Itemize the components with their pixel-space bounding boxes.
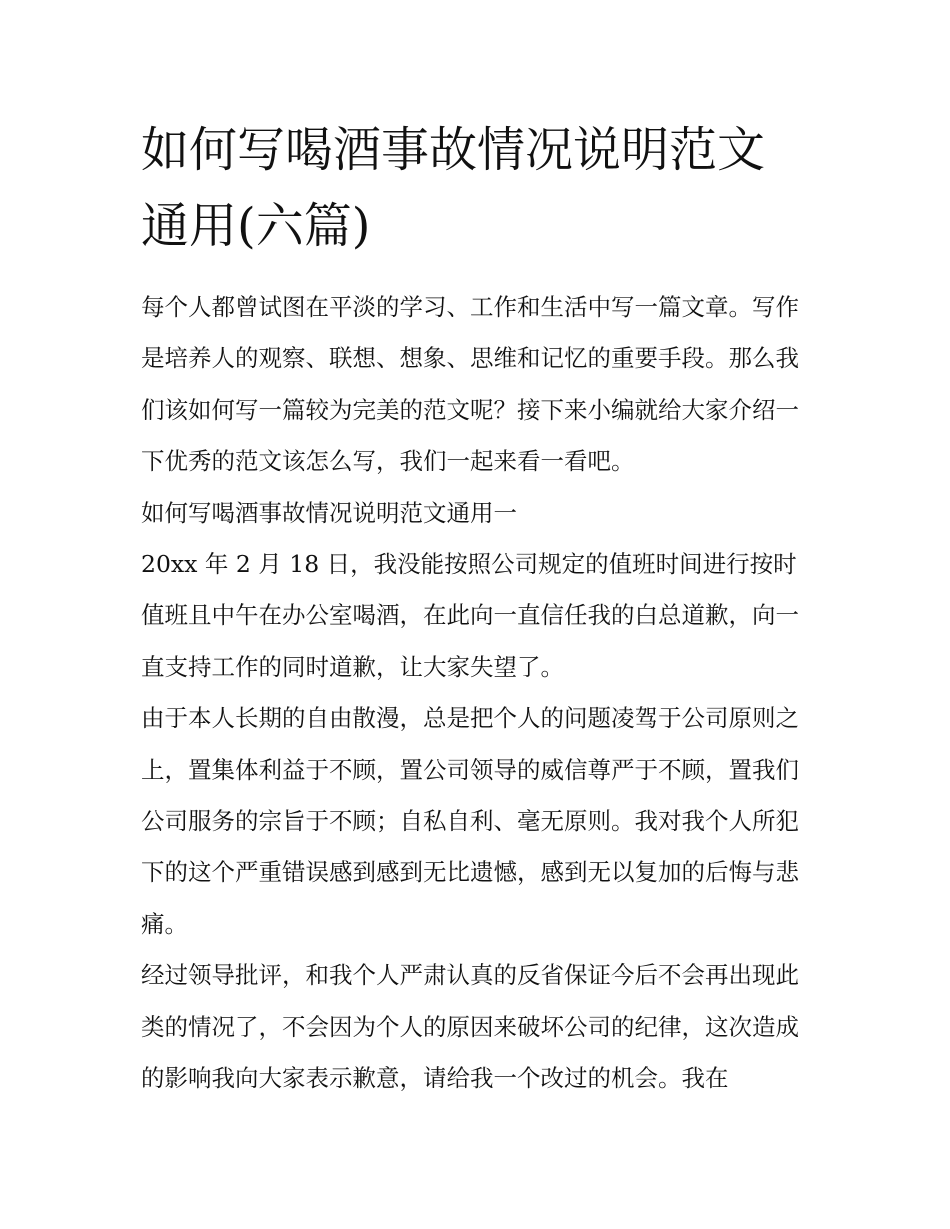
body-paragraph: 由于本人长期的自由散漫，总是把个人的问题凌驾于公司原则之上，置集体利益于不顾，置公司领导的威信尊严于不顾，置我们公司服务的宗旨于不顾；自私自利、毫无原则。我对我个人所犯下的这个严重错误感到感到无比遗憾，感到无以复加的后悔与悲痛。	[141, 704, 799, 938]
document-body	[141, 282, 811, 1105]
body-paragraph: 20xx 年 2 月 18 日，我没能按照公司规定的值班时间进行按时值班且中午在办公室喝酒，在此向一直信任我的白总道歉，向一直支持工作的同时道歉，让大家失望了。	[141, 550, 799, 681]
document-title	[141, 112, 811, 264]
section-heading: 如何写喝酒事故情况说明范文通用一	[141, 498, 517, 527]
body-paragraph: 经过领导批评，和我个人严肃认真的反省保证今后不会再出现此类的情况了，不会因为个人的原因来破坏公司的纪律，这次造成的影响我向大家表示歉意，请给我一个改过的机会。我在	[141, 961, 799, 1093]
title-line-2: 通用(六篇)	[141, 198, 371, 254]
document-content	[141, 112, 811, 1105]
title-line-1: 如何写喝酒事故情况说明范文	[141, 122, 766, 178]
intro-paragraph: 每个人都曾试图在平淡的学习、工作和生活中写一篇文章。写作是培养人的观察、联想、想象、思维和记忆的重要手段。那么我们该如何写一篇较为完美的范文呢？接下来小编就给大家介绍一下优秀的范文该怎么写，我们一起来看一看吧。	[141, 293, 799, 476]
